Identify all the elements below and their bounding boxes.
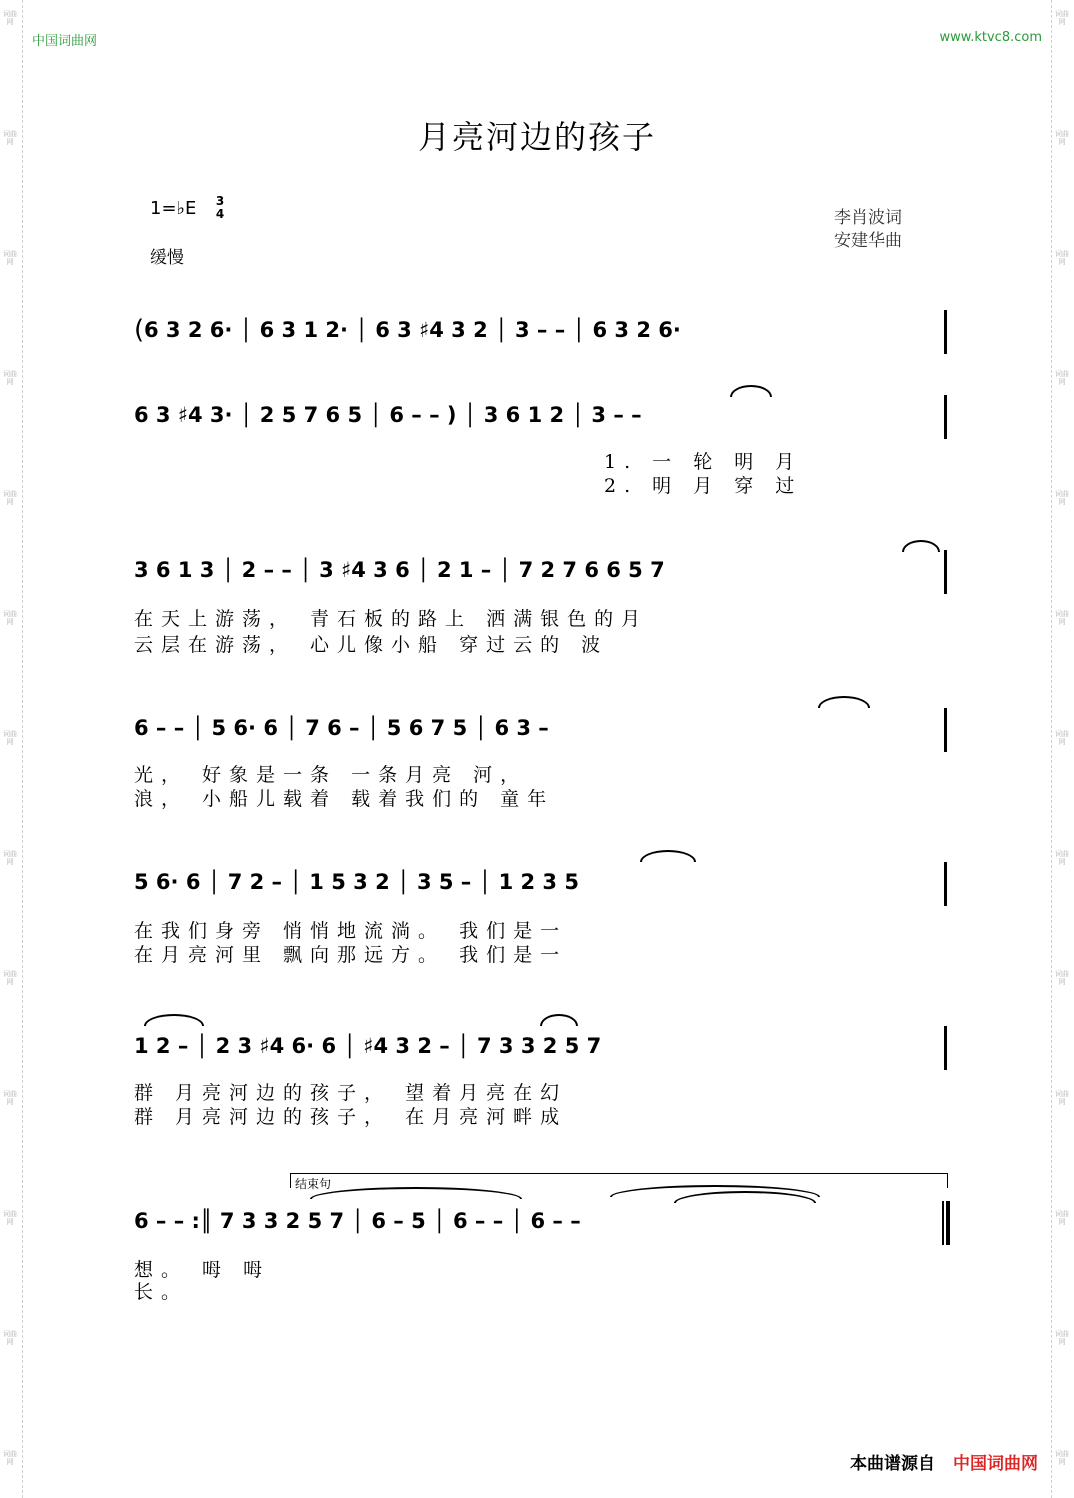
lyric-verse-2: 云层在游荡， 心儿像小船 穿过云的 波 bbox=[134, 634, 609, 656]
score-line-2 bbox=[134, 395, 948, 497]
watermark: 词曲网 bbox=[3, 1330, 17, 1346]
watermark: 词曲网 bbox=[1055, 1210, 1069, 1226]
note-sequence: 3 6 1 3 │ 2 – – │ 3 ♯4 3 6 │ 2 1 – │ 7 2 7 6 6 5 7 bbox=[134, 558, 665, 582]
repeat-open-paren: ( bbox=[134, 315, 145, 345]
watermark: 词曲网 bbox=[1055, 970, 1069, 986]
watermark: 词曲网 bbox=[3, 250, 17, 266]
slur-mark bbox=[818, 696, 870, 708]
note-sequence: 6 – – :║ 7 3 3 2 5 7 │ 6 – 5 │ 6 – – │ 6 – – bbox=[134, 1209, 581, 1233]
score-line-3 bbox=[134, 550, 948, 656]
score-line-1 bbox=[134, 310, 948, 370]
score-line-4 bbox=[134, 708, 948, 810]
note-sequence: 6 3 ♯4 3· │ 2 5 7 6 5 │ 6 – – ) │ 3 6 1 2 │ 3 – – bbox=[134, 403, 642, 427]
final-barline-thin bbox=[942, 1201, 944, 1245]
watermark: 词曲网 bbox=[1055, 370, 1069, 386]
time-signature-bottom: 4 bbox=[215, 207, 225, 221]
note-sequence: 6 – – │ 5 6· 6 │ 7 6 – │ 5 6 7 5 │ 6 3 – bbox=[134, 716, 549, 740]
watermark: 词曲网 bbox=[3, 610, 17, 626]
lyricist-credit: 李肖波词 bbox=[834, 208, 902, 228]
lyric-verse-1: 在我们身旁 悄悄地流淌。 我们是一 bbox=[134, 920, 568, 942]
slur-mark bbox=[902, 540, 940, 552]
tempo-marking: 缓慢 bbox=[150, 248, 184, 268]
watermark: 词曲网 bbox=[3, 370, 17, 386]
watermark: 词曲网 bbox=[1055, 1090, 1069, 1106]
watermark: 词曲网 bbox=[3, 130, 17, 146]
lyric-verse-1: 想。 呣 呣 bbox=[134, 1259, 271, 1281]
right-watermark-strip bbox=[1051, 0, 1074, 1498]
slur-mark bbox=[310, 1187, 522, 1199]
barline bbox=[944, 550, 947, 594]
source-site-link[interactable]: 中国词曲网 bbox=[953, 1454, 1038, 1474]
slur-mark bbox=[540, 1014, 578, 1026]
barline bbox=[944, 862, 947, 906]
ending-bracket bbox=[290, 1173, 948, 1191]
watermark: 词曲网 bbox=[1055, 130, 1069, 146]
site-url-link[interactable]: www.ktvc8.com bbox=[939, 30, 1042, 45]
watermark: 词曲网 bbox=[3, 970, 17, 986]
watermark: 词曲网 bbox=[3, 1210, 17, 1226]
song-title: 月亮河边的孩子 bbox=[417, 118, 656, 156]
lyric-verse-1: 群 月亮河边的孩子， 望着月亮在幻 bbox=[134, 1082, 568, 1104]
watermark: 词曲网 bbox=[3, 490, 17, 506]
watermark: 词曲网 bbox=[1055, 250, 1069, 266]
score-line-7 bbox=[134, 1201, 948, 1303]
time-signature-top: 3 bbox=[215, 194, 225, 208]
composer-credit: 安建华曲 bbox=[834, 231, 902, 251]
lyric-verse-1: 光， 好象是一条 一条月亮 河， bbox=[134, 764, 528, 786]
watermark: 词曲网 bbox=[3, 730, 17, 746]
source-footer bbox=[850, 1449, 1038, 1474]
watermark: 词曲网 bbox=[1055, 490, 1069, 506]
lyric-verse-2: 在月亮河里 飘向那远方。 我们是一 bbox=[134, 944, 568, 966]
final-barline-thick bbox=[946, 1201, 950, 1245]
watermark: 词曲网 bbox=[1055, 1450, 1069, 1466]
note-sequence: 6 3 2 6· │ 6 3 1 2· │ 6 3 ♯4 3 2 │ 3 – – │ 6 3 2 6· bbox=[144, 318, 681, 342]
site-link[interactable]: 中国词曲网 bbox=[32, 34, 98, 49]
note-sequence: 5 6· 6 │ 7 2 – │ 1 5 3 2 │ 3 5 – │ 1 2 3 5 bbox=[134, 870, 579, 894]
watermark: 词曲网 bbox=[1055, 1330, 1069, 1346]
watermark: 词曲网 bbox=[1055, 10, 1069, 26]
key-signature: 1=♭E bbox=[150, 198, 197, 219]
barline bbox=[944, 310, 947, 354]
watermark: 词曲网 bbox=[3, 850, 17, 866]
score-line-5 bbox=[134, 862, 948, 966]
lyric-verse-2: 2. 明 月 穿 过 bbox=[604, 475, 803, 497]
barline bbox=[944, 395, 947, 439]
time-signature bbox=[213, 195, 227, 221]
lyric-verse-2: 浪， 小船儿载着 载着我们的 童年 bbox=[134, 788, 555, 810]
lyric-verse-2: 长。 bbox=[134, 1281, 189, 1303]
watermark: 词曲网 bbox=[3, 10, 17, 26]
barline bbox=[944, 1026, 947, 1070]
source-label: 本曲谱源自 bbox=[850, 1454, 935, 1474]
slur-mark bbox=[144, 1014, 204, 1026]
barline bbox=[944, 708, 947, 752]
slur-mark bbox=[730, 385, 772, 397]
score-line-6 bbox=[134, 1026, 948, 1128]
watermark: 词曲网 bbox=[1055, 730, 1069, 746]
watermark: 词曲网 bbox=[1055, 610, 1069, 626]
watermark: 词曲网 bbox=[3, 1450, 17, 1466]
lyric-verse-2: 群 月亮河边的孩子， 在月亮河畔成 bbox=[134, 1106, 568, 1128]
lyric-verse-1: 在天上游荡， 青石板的路上 洒满银色的月 bbox=[134, 608, 649, 630]
watermark: 词曲网 bbox=[1055, 850, 1069, 866]
note-sequence: 1 2 – │ 2 3 ♯4 6· 6 │ ♯4 3 2 – │ 7 3 3 2 5 7 bbox=[134, 1034, 602, 1058]
lyric-verse-1: 1. 一 轮 明 月 bbox=[604, 451, 803, 473]
ending-label: 结束句 bbox=[295, 1177, 332, 1191]
watermark: 词曲网 bbox=[3, 1090, 17, 1106]
left-watermark-strip bbox=[0, 0, 23, 1498]
slur-mark bbox=[640, 850, 696, 862]
